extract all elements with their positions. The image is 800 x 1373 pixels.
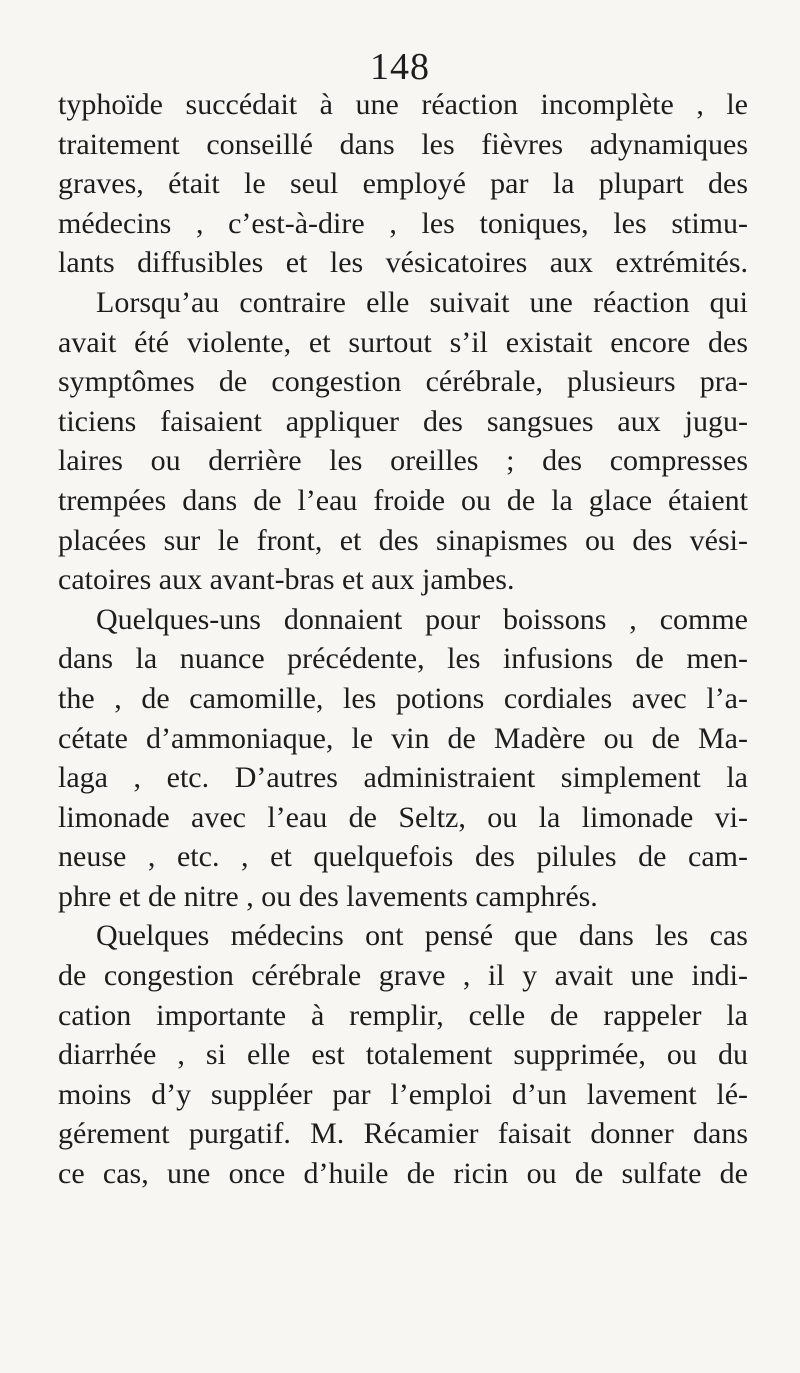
text-line: diarrhée , si elle est totalement supprimée, ou du (58, 1038, 748, 1072)
paragraph-end-line: catoires aux avant-bras et aux jambes. (58, 563, 515, 597)
paragraph-end-line: phre et de nitre , ou des lavements camphrés. (58, 879, 598, 913)
text-line: lants diffusibles et les vésicatoires aux extrémités. (58, 246, 748, 280)
text-line: laga , etc. D’autres administraient simplement la (58, 761, 748, 795)
paragraph-start-line: Quelques-uns donnaient pour boissons , comme (96, 602, 748, 636)
text-line: ce cas, une once d’huile de ricin ou de sulfate de (58, 1157, 748, 1191)
text-line: cation importante à remplir, celle de rappeler la (58, 998, 748, 1032)
paragraph-start-line: Lorsqu’au contraire elle suivait une réaction qui (96, 285, 748, 319)
text-line: cétate d’ammoniaque, le vin de Madère ou de Ma- (58, 721, 748, 755)
text-line: ticiens faisaient appliquer des sangsues aux jugu- (58, 404, 748, 438)
text-line: gérement purgatif. M. Récamier faisait donner dans (58, 1117, 748, 1151)
text-line: dans la nuance précédente, les infusions de men- (58, 642, 748, 676)
text-line: placées sur le front, et des sinapismes ou des vési- (58, 523, 748, 557)
text-line: trempées dans de l’eau froide ou de la glace étaient (58, 483, 748, 517)
text-line: the , de camomille, les potions cordiales avec l’a- (58, 681, 748, 715)
text-line: laires ou derrière les oreilles ; des compresses (58, 444, 748, 478)
text-line: avait été violente, et surtout s’il existait encore des (58, 325, 748, 359)
text-line: de congestion cérébrale grave , il y avait une indi- (58, 959, 748, 993)
text-line: traitement conseillé dans les fièvres adynamiques (58, 127, 748, 161)
body-text (58, 85, 748, 1194)
text-line: neuse , etc. , et quelquefois des pilules de cam- (58, 840, 748, 874)
text-line: symptômes de congestion cérébrale, plusieurs pra- (58, 365, 748, 399)
text-line: moins d’y suppléer par l’emploi d’un lavement lé- (58, 1077, 748, 1111)
paragraph-start-line: Quelques médecins ont pensé que dans les cas (96, 919, 748, 953)
text-line: limonade avec l’eau de Seltz, ou la limonade vi- (58, 800, 748, 834)
text-line: médecins , c’est-à-dire , les toniques, les stimu- (58, 206, 748, 240)
page-number: 148 (370, 46, 430, 88)
text-line: typhoïde succédait à une réaction incomplète , le (58, 88, 748, 121)
text-line: graves, était le seul employé par la plupart des (58, 167, 748, 201)
